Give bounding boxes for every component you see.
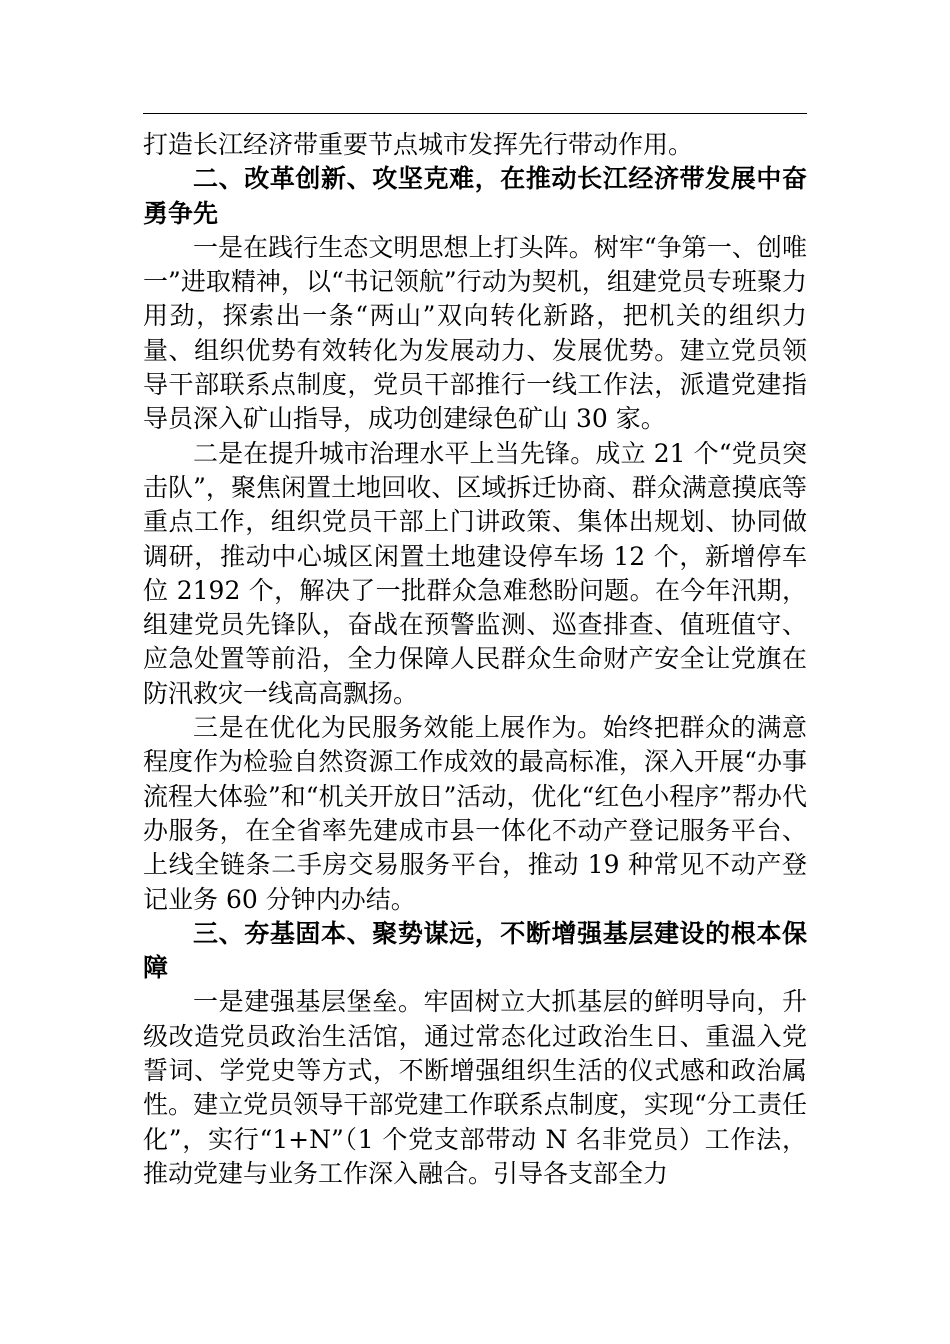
paragraph-grassroots: 一是建强基层堡垒。牢固树立大抓基层的鲜明导向，升级改造党员政治生活馆，通过常态化过政治生日、重温入党誓词、学党史等方式，不断增强组织生活的仪式感和政治属性。建立党员领导干部党建工作联系点制度，实现“分工责任化”，实行“1+N”（1 个党支部带动 N 名非党员）工作法，推动党建与业务工作深入融合。引导各支部全力: [143, 987, 807, 1188]
document-body: [143, 128, 807, 1191]
paragraph-city-governance: 二是在提升城市治理水平上当先锋。成立 21 个“党员突击队”，聚焦闲置土地回收、区域拆迁协商、群众满意摸底等重点工作，组织党员干部上门讲政策、集体出规划、协同做调研，推动中心城区闲置土地建设停车场 12 个，新增停车位 2192 个，解决了一批群众急难愁盼问题。在今年汛期，组建党员先锋队，奋战在预警监测、巡查排查、值班值守、应急处置等前沿，全力保障人民群众生命财产安全让党旗在防汛救灾一线高高飘扬。: [143, 438, 807, 708]
header-rule: [143, 113, 807, 114]
section-heading-2: 二、改革创新、攻坚克难，在推动长江经济带发展中奋勇争先: [143, 164, 807, 228]
paragraph-ecology: 一是在践行生态文明思想上打头阵。树牢“争第一、创唯一”进取精神，以“书记领航”行动为契机，组建党员专班聚力用劲，探索出一条“两山”双向转化新路，把机关的组织力量、组织优势有效转化为发展动力、发展优势。建立党员领导干部联系点制度，党员干部推行一线工作法，派遣党建指导员深入矿山指导，成功创建绿色矿山 30 家。: [143, 232, 807, 434]
paragraph-continuation: 打造长江经济带重要节点城市发挥先行带动作用。: [143, 130, 694, 159]
section-heading-3: 三、夯基固本、聚势谋远，不断增强基层建设的根本保障: [143, 918, 807, 983]
paragraph-public-service: 三是在优化为民服务效能上展作为。始终把群众的满意程度作为检验自然资源工作成效的最高标准，深入开展“办事流程大体验”和“机关开放日”活动，优化“红色小程序”帮办代办服务，在全省率先建成市县一体化不动产登记服务平台、上线全链条二手房交易服务平台，推动 19 种常见不动产登记业务 60 分钟内办结。: [143, 713, 807, 914]
